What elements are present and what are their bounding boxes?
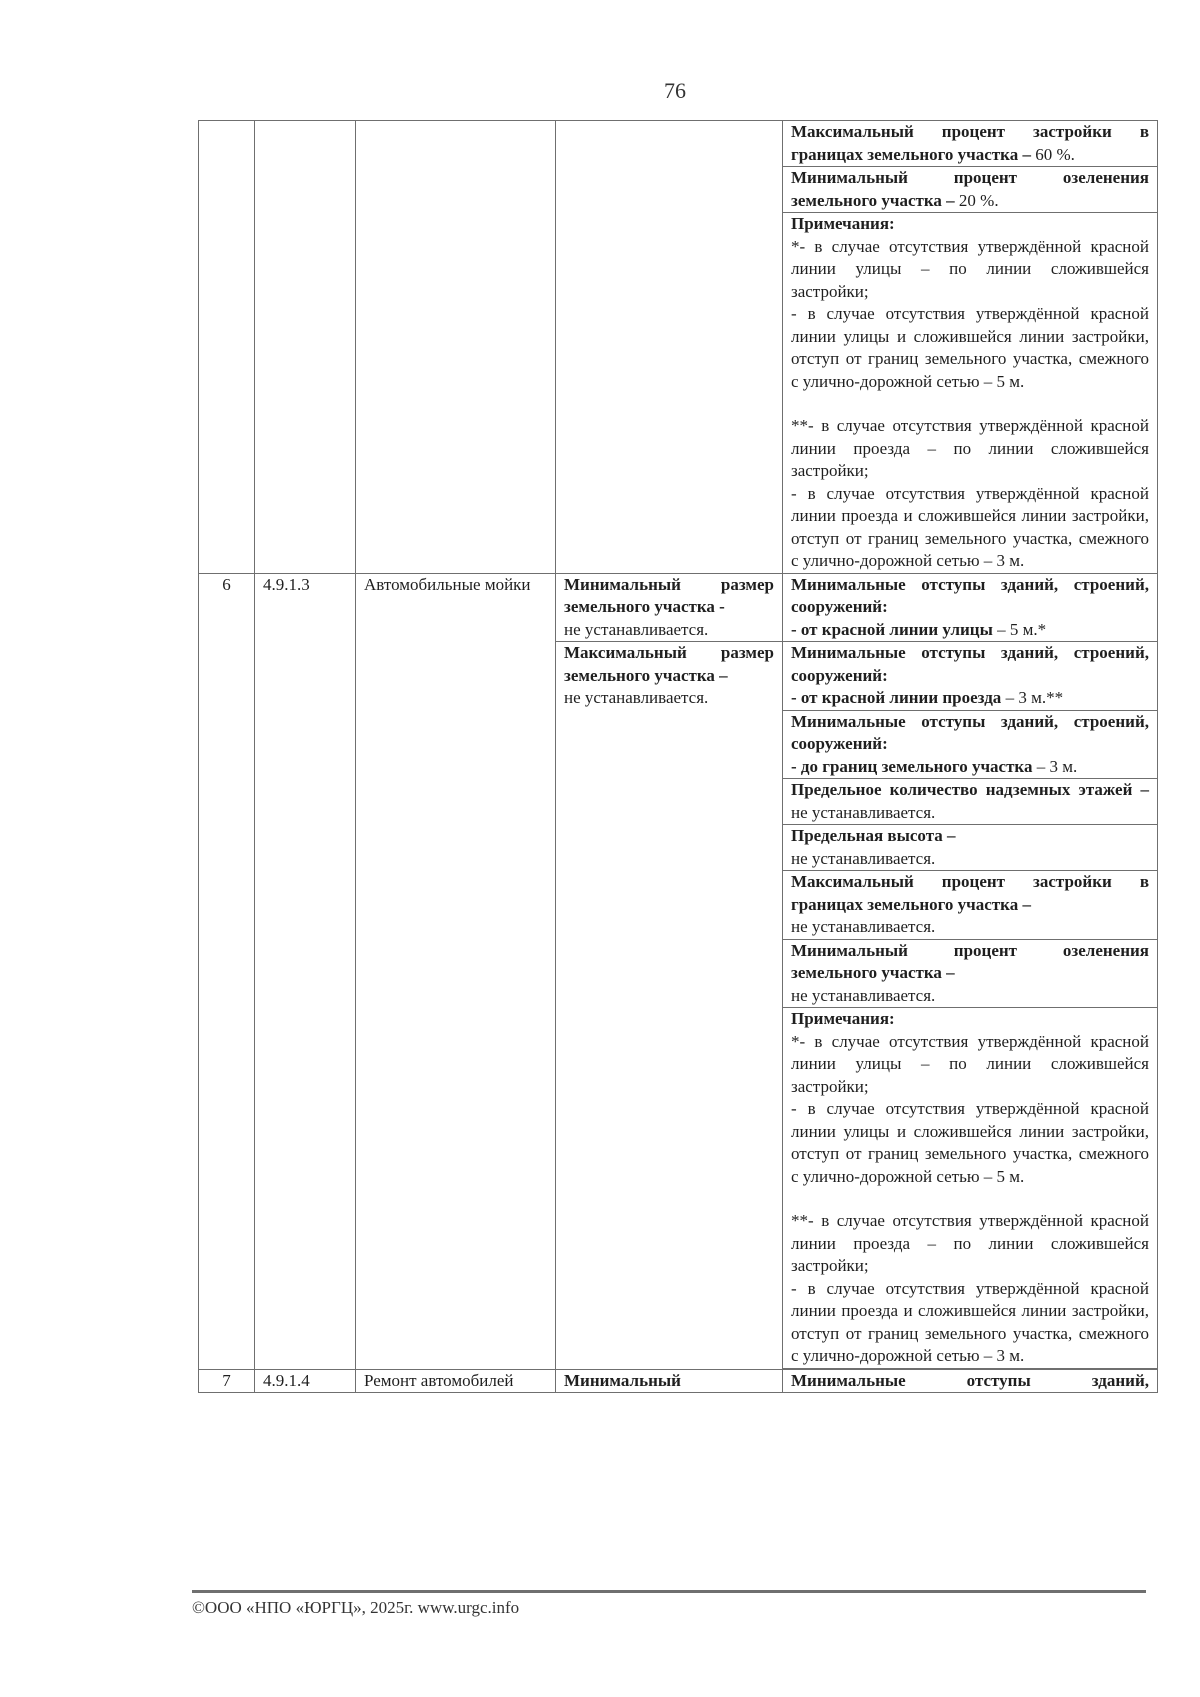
param-cell: [783, 871, 1158, 940]
cell-empty: [255, 121, 356, 574]
notes-cell: [783, 213, 1158, 574]
note-paragraph: **- в случае отсутствия утверждённой красной линии проезда – по линии сложившейся застройки;: [791, 416, 1149, 480]
min-size-value: не устанавливается.: [564, 619, 709, 639]
param-value: не устанавливается.: [791, 848, 936, 868]
param-value: 20 %.: [954, 190, 999, 210]
param-value: – 3 м.**: [1001, 688, 1064, 707]
param-cell: [783, 710, 1158, 779]
min-size-label: Минимальный размер земельного участка -: [564, 574, 774, 616]
cell-empty: [356, 121, 556, 574]
note-paragraph: - в случае отсутствия утверждённой красной линии проезда и сложившейся линии застройки, отступ от границ земельного участка, смежного с улично-дорожной сетью – 3 м.: [791, 483, 1149, 570]
param-label: Минимальные отступы зданий, строений, сооружений:: [791, 711, 1149, 753]
row-code: 4.9.1.3: [255, 573, 356, 1369]
min-size-cell: [556, 573, 783, 642]
note-paragraph: *- в случае отсутствия утверждённой красной линии улицы – по линии сложившейся застройки;: [791, 236, 1149, 301]
param-cell: [783, 167, 1158, 213]
row-name: Ремонт автомобилей: [356, 1369, 556, 1393]
row-code: 4.9.1.4: [255, 1369, 356, 1393]
cell-empty: [556, 121, 783, 574]
min-size-label: Минимальный: [556, 1369, 783, 1393]
param-cell: [783, 779, 1158, 825]
page-number: 76: [664, 78, 686, 103]
param-cell: [783, 642, 1158, 711]
row-name: Автомобильные мойки: [356, 573, 556, 1369]
footer-divider: [192, 1590, 1146, 1593]
param-value: – 3 м.: [1032, 756, 1078, 776]
table-row: [199, 573, 1158, 642]
param-sublabel: - от красной линии улицы: [791, 619, 993, 639]
param-cell: [783, 939, 1158, 1008]
notes-title: Примечания:: [791, 1009, 895, 1028]
param-label: Предельное количество надземных этажей –: [791, 780, 1149, 799]
param-value: не устанавливается.: [791, 802, 936, 822]
notes-cell: [783, 1008, 1158, 1369]
row-number: 7: [199, 1369, 255, 1393]
param-cell: [783, 573, 1158, 642]
note-paragraph: - в случае отсутствия утверждённой красной линии проезда и сложившейся линии застройки, отступ от границ земельного участка, смежного с улично-дорожной сетью – 3 м.: [791, 1278, 1149, 1365]
row-number: 6: [199, 573, 255, 1369]
note-paragraph: **- в случае отсутствия утверждённой красной линии проезда – по линии сложившейся застройки;: [791, 1211, 1149, 1275]
param-cell: [783, 825, 1158, 871]
param-label: Минимальные отступы зданий, строений, сооружений:: [791, 643, 1149, 685]
param-value: – 5 м.*: [992, 619, 1047, 639]
table-row: [199, 121, 1158, 167]
table-row: [199, 1369, 1158, 1393]
param-label: Предельная высота –: [791, 826, 956, 845]
regulations-table: [198, 120, 1158, 1393]
param-label: Минимальный процент озеленения земельного участка –: [791, 940, 1149, 982]
max-size-label: Максимальный размер земельного участка –: [564, 643, 774, 685]
param-label: Максимальный процент застройки в границах земельного участка –: [791, 122, 1149, 164]
max-size-cell: [556, 642, 783, 1370]
param-label: Минимальный процент озеленения земельного участка –: [791, 168, 1149, 210]
param-value: 60 %.: [1030, 144, 1075, 164]
param-label: Максимальный процент застройки в границах земельного участка –: [791, 872, 1149, 914]
max-size-value: не устанавливается.: [564, 688, 709, 707]
note-paragraph: - в случае отсутствия утверждённой красной линии улицы и сложившейся линии застройки, отступ от границ земельного участка, смежного с улично-дорожной сетью – 5 м.: [791, 304, 1149, 391]
param-label: Минимальные отступы зданий,: [783, 1369, 1158, 1393]
note-paragraph: *- в случае отсутствия утверждённой красной линии улицы – по линии сложившейся застройки;: [791, 1031, 1149, 1096]
param-cell: [783, 121, 1158, 167]
footer-copyright: ©ООО «НПО «ЮРГЦ», 2025г. www.urgc.info: [192, 1598, 520, 1617]
param-value: не устанавливается.: [791, 985, 936, 1005]
param-sublabel: - от красной линии проезда: [791, 688, 1002, 707]
note-paragraph: - в случае отсутствия утверждённой красной линии улицы и сложившейся линии застройки, отступ от границ земельного участка, смежного с улично-дорожной сетью – 5 м.: [791, 1099, 1149, 1186]
param-sublabel: - до границ земельного участка: [791, 756, 1033, 776]
cell-empty: [199, 121, 255, 574]
param-label: Минимальные отступы зданий, строений, сооружений:: [791, 574, 1149, 616]
param-value: не устанавливается.: [791, 917, 936, 936]
notes-title: Примечания:: [791, 214, 895, 233]
